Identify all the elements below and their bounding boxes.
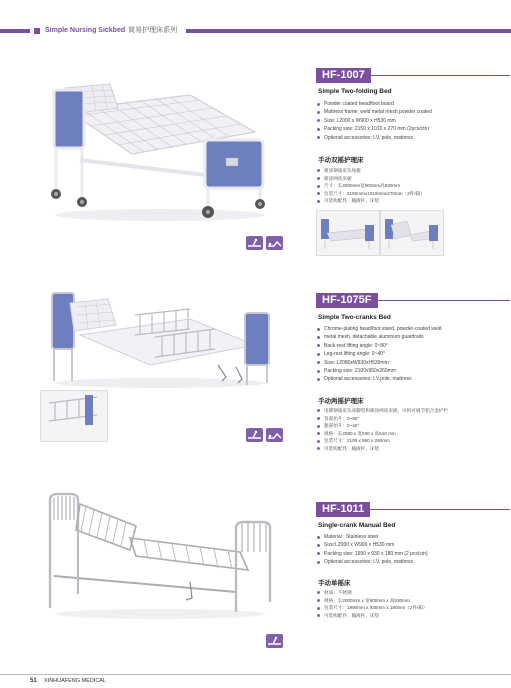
header-title [45, 25, 177, 35]
header-title-en: Simple Nursing Sickbed [45, 27, 126, 34]
product-image-hf-1075f [40, 285, 275, 390]
spec-item: Optional accessories: I.V. pole, mattress [316, 558, 428, 566]
spec-item-cn: 可选购配件：输液杆、床垫 [316, 445, 448, 453]
product-name: Simple Two-cranks Bed [318, 314, 391, 321]
header-square-icon [34, 28, 40, 34]
spec-item: Chrome-plating head/foot stand, powder-coated weld [316, 325, 442, 333]
header-right-bar [186, 29, 511, 33]
spec-item-cn: 可选购配件：输液杆、床垫 [316, 197, 425, 205]
spec-item-cn: 喷涂网状床板 [316, 175, 425, 183]
header-left-bar [0, 29, 30, 33]
spec-item: Size: L2000 x W900 x H530 mm [316, 117, 432, 125]
footer-brand: XINHUAFENG MEDICAL [44, 678, 107, 684]
spec-item-cn: 腿部抬升：0~40° [316, 422, 448, 430]
spec-item-cn: 包装尺寸：2100 x 950 x 260mm [316, 437, 448, 445]
spec-item: metal mesh, detachable aluminum guardrails [316, 333, 442, 341]
bed-backrest-icon [246, 428, 263, 442]
spec-item: Optional accessories: I.V.pole, mattress [316, 375, 442, 383]
product-image-hf-1011 [40, 490, 275, 620]
spec-item: Size:L2000 x W900 x H530 mm [316, 541, 428, 549]
model-badge-hf-1011 [316, 502, 510, 517]
spec-item-cn: 电镀钢质床头床脚管和喷涂网状床板、可拆可调节铝合金护栏 [316, 407, 448, 415]
spec-item: Leg-rest lifting angle: 0~40° [316, 350, 442, 358]
model-number: HF-1007 [316, 68, 371, 83]
thumbnail-guardrail [40, 390, 108, 442]
spec-item-cn: 可选购配件：输液杆、床垫 [316, 612, 427, 620]
spec-item: Optional accessories: I.V. pole, mattress [316, 134, 432, 142]
spec-item: Packing size: 2100x950x260mm [316, 367, 442, 375]
spec-item-cn: 材质：不锈钢 [316, 589, 427, 597]
bed-backrest-icon [266, 634, 283, 648]
spec-item-cn: 喷涂钢质床头尾板 [316, 167, 425, 175]
spec-list-en [316, 325, 442, 384]
spec-item: Packing size: 2150 x 1010 x 270 mm (2pcs/ctn) [316, 125, 432, 133]
product-name-cn: 手动两摇护理床 [318, 398, 364, 405]
model-number: HF-1075F [316, 293, 378, 308]
spec-item-cn: 规格：长2000mm x 宽900mm x 高530mm [316, 597, 427, 605]
model-badge-hf-1075f [316, 293, 510, 308]
model-number: HF-1011 [316, 502, 370, 517]
spec-list-en [316, 100, 432, 142]
spec-item: Material : Stainless steel [316, 533, 428, 541]
spec-item: Back-rest lifting angle: 0~80° [316, 342, 442, 350]
bed-legrest-icon [266, 428, 283, 442]
spec-item-cn: 背部抬升：0~80° [316, 415, 448, 423]
spec-item-cn: 规格：长2080 x 宽930 x 高510 mm [316, 430, 448, 438]
product-image-hf-1007 [40, 70, 275, 225]
spec-list-cn [316, 167, 425, 205]
product-name: Simple Two-folding Bed [318, 88, 392, 95]
spec-item: Size: L2080xW930xH530mm [316, 359, 442, 367]
thumbnail-bed-flat [316, 210, 380, 256]
spec-list-cn [316, 407, 448, 453]
spec-item: Powder coated head/foot board [316, 100, 432, 108]
spec-item-cn: 包装尺寸：2150mmx1010mmx270mm（2件/箱） [316, 190, 425, 198]
product-name-cn: 手动双摇护理床 [318, 157, 364, 164]
bed-backrest-icon [246, 236, 263, 250]
spec-item-cn: 尺寸：长2000mm宽900mm高530mm [316, 182, 425, 190]
thumbnail-bed-raised [380, 210, 444, 256]
page-number: 51 [30, 678, 37, 684]
footer-divider [0, 674, 511, 675]
spec-item: Packing size: 1990 x 930 x 180 mm (2 pcs/ctn) [316, 550, 428, 558]
spec-list-cn [316, 589, 427, 619]
spec-item: Mattress frame: weld metal mesh powder coated [316, 108, 432, 116]
bed-legrest-icon [266, 236, 283, 250]
model-badge-hf-1007 [316, 68, 510, 83]
product-name-cn: 手动单摇床 [318, 580, 351, 587]
header-title-cn: 简易护理床系列 [128, 27, 178, 34]
product-name: Single-crank Manual Bed [318, 522, 396, 529]
spec-item-cn: 包装尺寸：1990mm x 930mm x 180mm（2件/箱） [316, 604, 427, 612]
spec-list-en [316, 533, 428, 567]
